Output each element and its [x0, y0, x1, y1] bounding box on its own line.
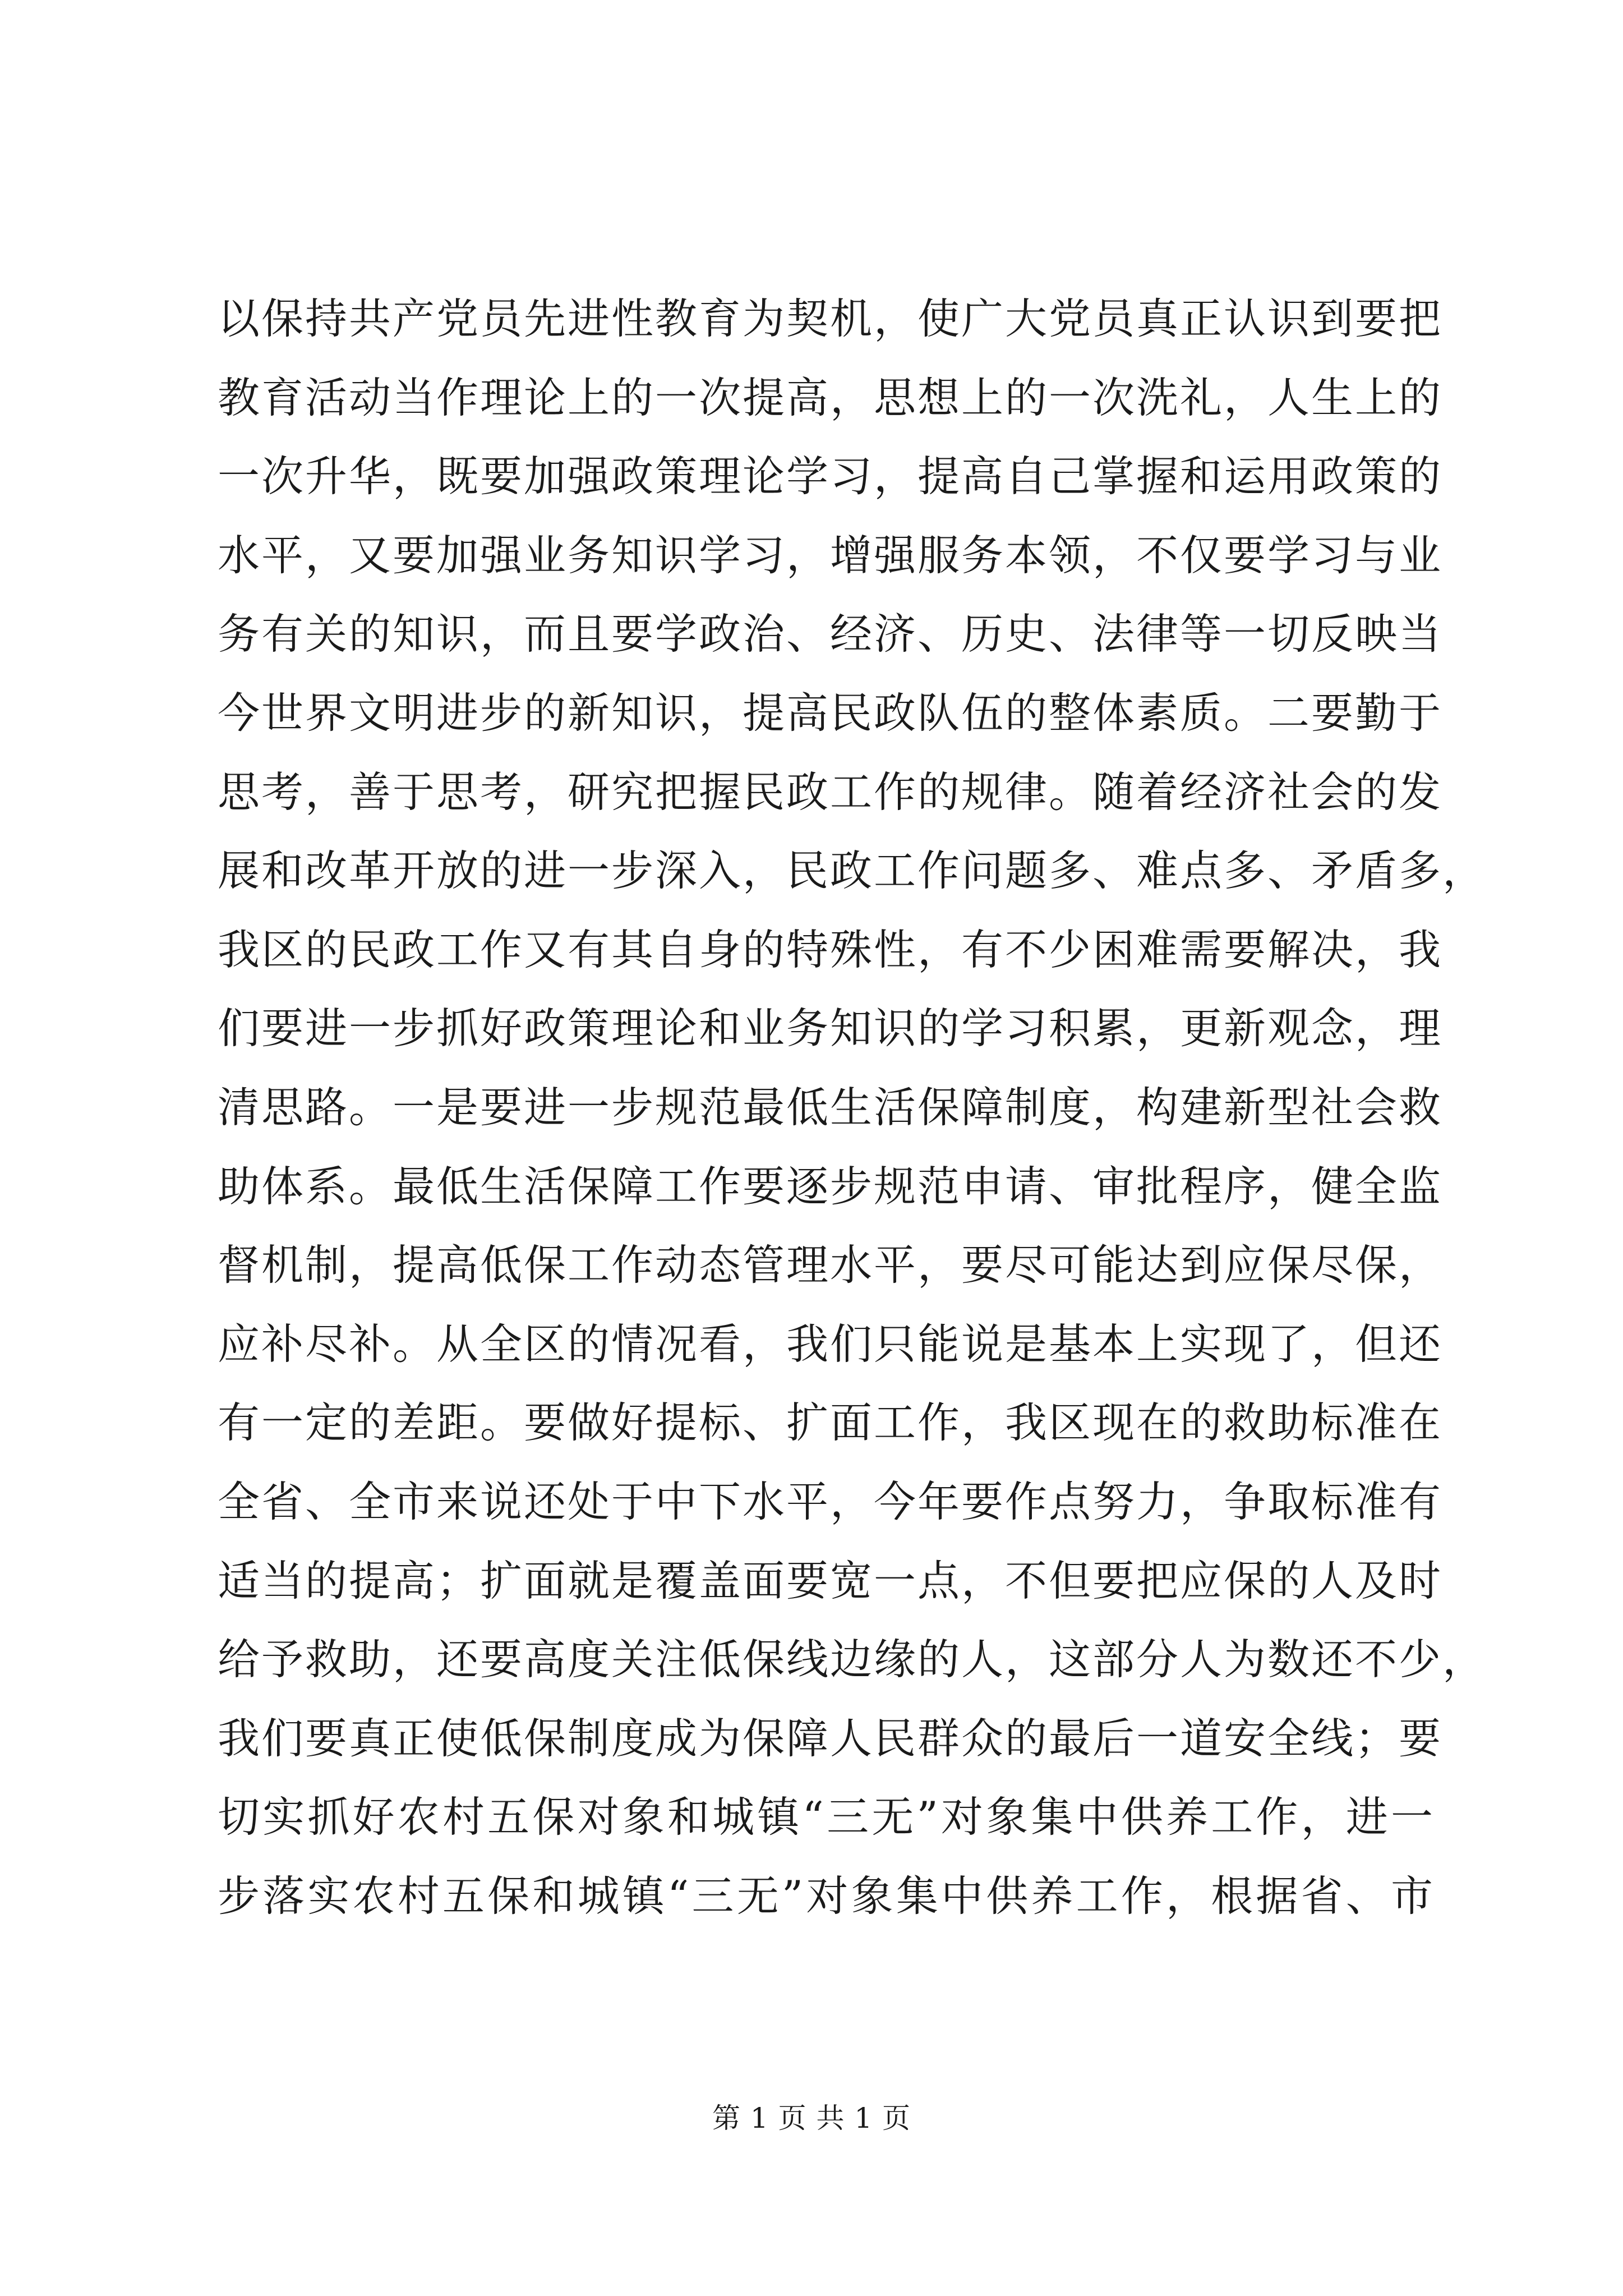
text-line: 步落实农村五保和城镇“三无”对象集中供养工作，根据省、市: [218, 1871, 1435, 1921]
text-line: 适当的提高；扩面就是覆盖面要宽一点，不但要把应保的人及时: [218, 1556, 1443, 1605]
text-line: 应补尽补。从全区的情况看，我们只能说是基本上实现了，但还: [218, 1319, 1443, 1369]
page-footer: 第 1 页 共 1 页: [712, 2102, 911, 2134]
text-line: 切实抓好农村五保对象和城镇“三无”对象集中供养工作，进一: [218, 1792, 1435, 1842]
text-line: 务有关的知识，而且要学政治、经济、历史、法律等一切反映当: [218, 609, 1443, 659]
text-line: 以保持共产党员先进性教育为契机，使广大党员真正认识到要把: [218, 294, 1443, 343]
text-line: 全省、全市来说还处于中下水平，今年要作点努力，争取标准有: [218, 1476, 1443, 1526]
body-text: [218, 279, 1487, 1935]
text-line: 清思路。一是要进一步规范最低生活保障制度，构建新型社会救: [218, 1082, 1443, 1132]
text-line: 一次升华，既要加强政策理论学习，提高自己掌握和运用政策的: [218, 452, 1443, 501]
text-line: 思考，善于思考，研究把握民政工作的规律。随着经济社会的发: [218, 767, 1443, 817]
text-line: 给予救助，还要高度关注低保线边缘的人，这部分人为数还不少，: [218, 1635, 1487, 1685]
text-line: 督机制，提高低保工作动态管理水平，要尽可能达到应保尽保，: [218, 1240, 1443, 1290]
text-line: 我们要真正使低保制度成为保障人民群众的最后一道安全线；要: [218, 1713, 1443, 1763]
text-line: 展和改革开放的进一步深入，民政工作问题多、难点多、矛盾多，: [218, 846, 1487, 896]
text-line: 今世界文明进步的新知识，提高民政队伍的整体素质。二要勤于: [218, 688, 1443, 738]
text-line: 助体系。最低生活保障工作要逐步规范申请、审批程序，健全监: [218, 1161, 1443, 1211]
text-line: 我区的民政工作又有其自身的特殊性，有不少困难需要解决，我: [218, 924, 1443, 974]
text-line: 教育活动当作理论上的一次提高，思想上的一次洗礼，人生上的: [218, 372, 1443, 422]
text-line: 水平，又要加强业务知识学习，增强服务本领，不仅要学习与业: [218, 530, 1443, 580]
text-line: 们要进一步抓好政策理论和业务知识的学习积累，更新观念，理: [218, 1004, 1443, 1053]
text-line: 有一定的差距。要做好提标、扩面工作，我区现在的救助标准在: [218, 1398, 1443, 1448]
